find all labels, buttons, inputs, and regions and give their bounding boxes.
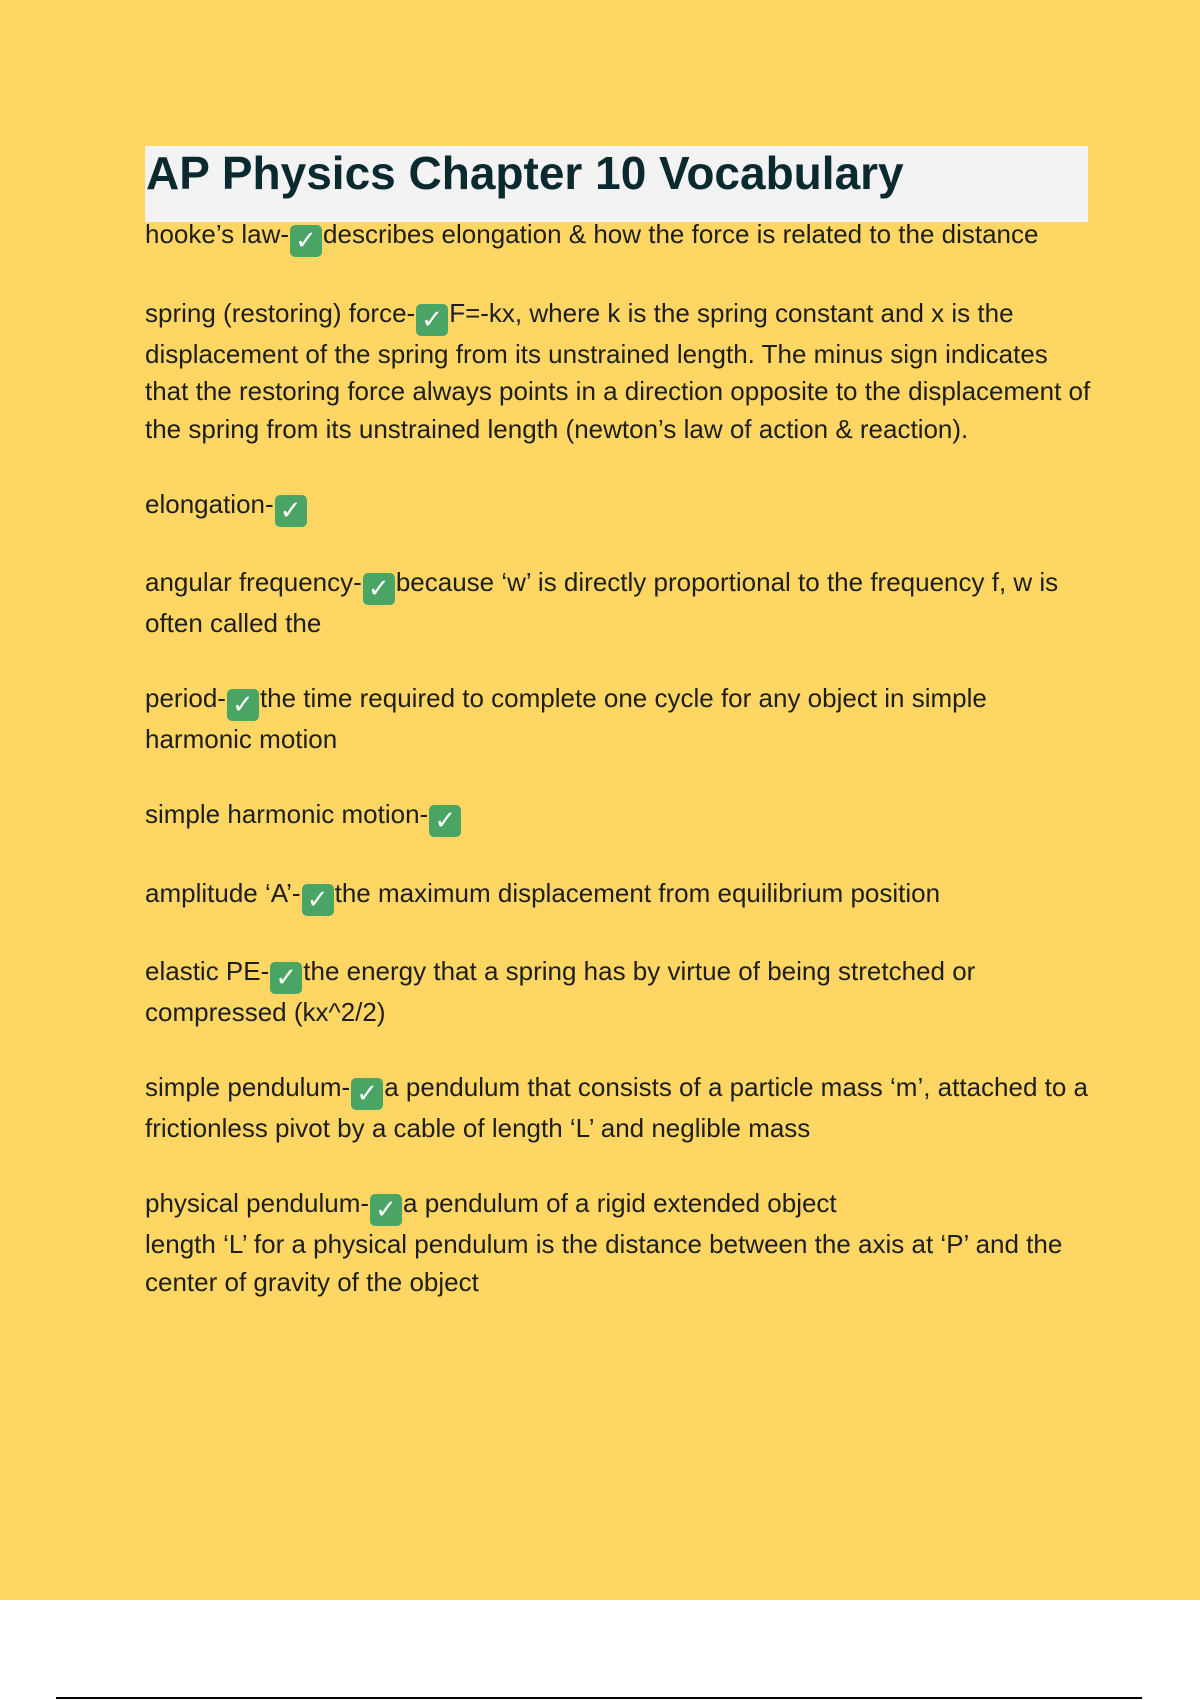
vocab-definition-continued: length ‘L’ for a physical pendulum is the distance between the axis at ‘P’ and the center of gravity of the object	[145, 1229, 1063, 1297]
checkmark-icon: ✓	[363, 573, 395, 605]
vocab-entry-period	[145, 680, 1095, 759]
checkmark-icon: ✓	[429, 805, 461, 837]
vocab-term: spring (restoring) force-	[145, 297, 416, 328]
vocab-term: hooke’s law-	[145, 219, 290, 249]
vocab-term: simple pendulum-	[145, 1072, 351, 1102]
vocabulary-list	[145, 216, 1095, 1339]
page-title: AP Physics Chapter 10 Vocabulary	[146, 147, 904, 199]
vocab-term: period-	[145, 683, 226, 713]
vocab-entry-physical-pendulum	[145, 1185, 1095, 1301]
vocab-entry-simple-harmonic-motion	[145, 796, 1095, 837]
vocab-definition: because ‘w’ is directly proportional to the frequency f, w is often called the	[145, 567, 1059, 638]
vocab-term: elastic PE-	[145, 956, 270, 986]
vocab-entry-hookes-law	[145, 216, 1095, 257]
checkmark-icon: ✓	[227, 689, 259, 721]
vocab-entry-elastic-pe	[145, 953, 1095, 1032]
vocab-entry-simple-pendulum	[145, 1069, 1095, 1148]
vocab-entry-spring-force	[145, 295, 1095, 449]
checkmark-icon: ✓	[302, 884, 334, 916]
vocab-entry-angular-frequency	[145, 564, 1095, 643]
vocab-definition: F=-kx, where k is the spring constant and x is the displacement of the spring from its unstrained length. The minus sign indicates that the restoring force always points in a direction opposite to the displacement of the spring from its unstrained length (newton’s law of action & reaction).	[145, 297, 1091, 444]
vocab-term: amplitude ‘A’-	[145, 877, 301, 908]
vocab-term: elongation-	[145, 488, 274, 519]
vocab-definition: the time required to complete one cycle for any object in simple harmonic motion	[145, 683, 987, 754]
vocab-definition: a pendulum of a rigid extended object	[403, 1188, 837, 1218]
vocab-definition: a pendulum that consists of a particle mass ‘m’, attached to a frictionless pivot by a cable of length ‘L’ and neglible mass	[145, 1072, 1089, 1143]
vocab-entry-amplitude	[145, 875, 1095, 916]
vocab-definition: the maximum displacement from equilibrium position	[334, 877, 941, 908]
vocab-term: simple harmonic motion-	[145, 799, 429, 829]
checkmark-icon: ✓	[290, 225, 322, 257]
vocab-definition: the energy that a spring has by virtue of being stretched or compressed (kx^2/2)	[145, 956, 976, 1027]
vocab-definition: describes elongation & how the force is related to the distance	[323, 219, 1039, 249]
vocab-term: physical pendulum-	[145, 1188, 370, 1218]
vocab-entry-elongation	[145, 486, 1095, 527]
vocab-term: angular frequency-	[145, 567, 362, 597]
checkmark-icon: ✓	[275, 495, 307, 527]
footer-divider	[56, 1697, 1142, 1699]
checkmark-icon: ✓	[351, 1078, 383, 1110]
checkmark-icon: ✓	[416, 304, 448, 336]
checkmark-icon: ✓	[270, 962, 302, 994]
checkmark-icon: ✓	[370, 1194, 402, 1226]
